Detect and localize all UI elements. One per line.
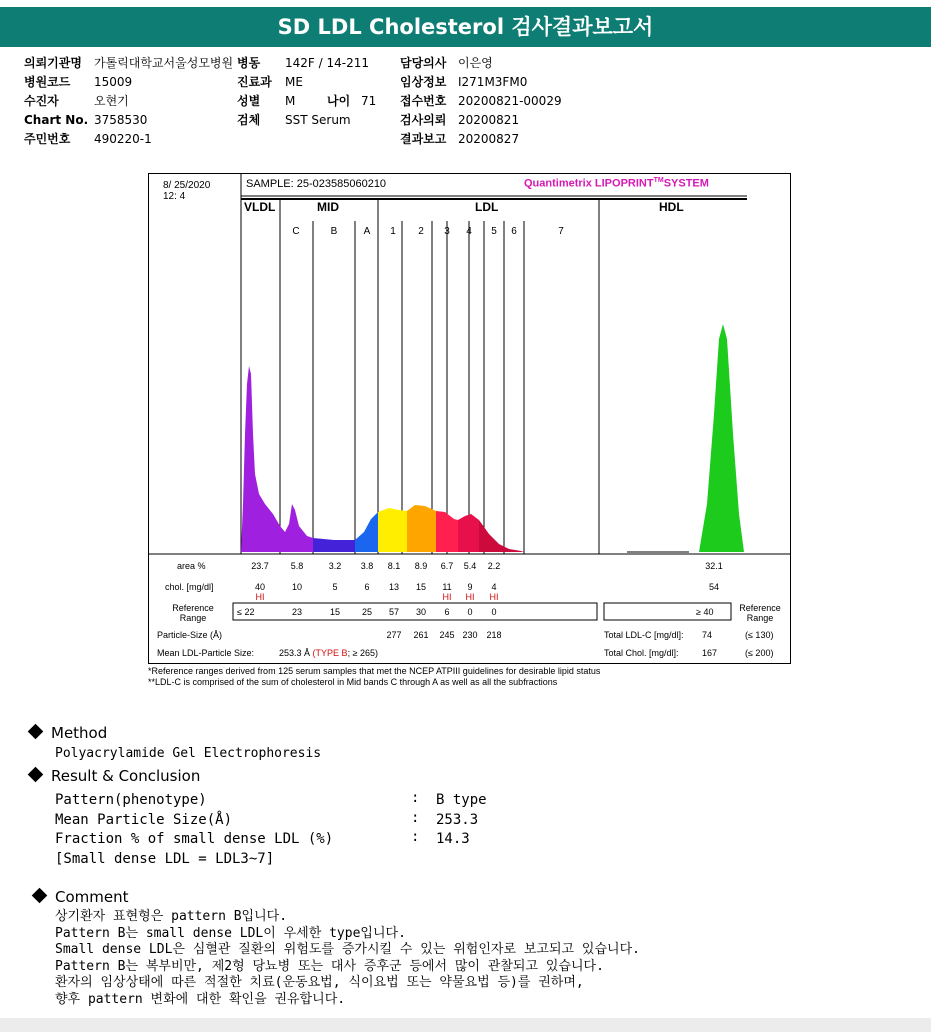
result-sep: : <box>411 790 420 806</box>
chol-value: 4 <box>491 582 497 592</box>
group-mid: MID <box>317 200 339 214</box>
mean-particle-value: 253.3 Å (TYPE B; ≥ 265) <box>279 648 379 658</box>
area-value: 2.2 <box>487 561 501 571</box>
result-label: Fraction % of small dense LDL (%) <box>55 831 334 847</box>
figure-sample-id: SAMPLE: 25-023585060210 <box>246 178 387 190</box>
ref-value-hdl: ≥ 40 <box>696 607 714 617</box>
area-value: 3.8 <box>360 561 374 571</box>
info-row-resident-no: 주민번호 490220-1 <box>24 132 152 146</box>
diamond-bullet-icon <box>32 888 48 904</box>
group-vldl: VLDL <box>244 200 276 214</box>
ldl1-peak <box>378 508 407 552</box>
hi-flag: HI <box>442 592 452 602</box>
ref-value: 57 <box>388 607 400 617</box>
band-label: 4 <box>466 226 472 237</box>
particle-row-label: Particle-Size (Å) <box>157 630 223 640</box>
result-label: Mean Particle Size(Å) <box>55 812 233 828</box>
chol-value: 15 <box>415 582 427 592</box>
lipoprint-figure <box>148 173 791 664</box>
particle-value: 218 <box>486 630 502 640</box>
ref-right-label: Reference Range <box>739 603 781 623</box>
comment-line: Pattern B는 복부비만, 제2형 당뇨병 또는 대사 증후군 등에서 많이 관찰되고 있습니다. <box>55 959 604 974</box>
area-value: 23.7 <box>251 561 269 571</box>
method-text: Polyacrylamide Gel Electrophoresis <box>55 746 322 761</box>
result-value: 14.3 <box>436 831 470 847</box>
mid-b-peak <box>313 538 355 552</box>
group-hdl: HDL <box>659 200 684 214</box>
group-ldl: LDL <box>475 200 499 214</box>
area-value: 8.1 <box>387 561 401 571</box>
particle-value: 230 <box>462 630 478 640</box>
ref-value: 30 <box>415 607 427 617</box>
ldl2-peak <box>407 505 436 552</box>
hi-flag: HI <box>255 592 265 602</box>
info-row-specimen: 검체 SST Serum <box>237 113 351 127</box>
info-row-doctor: 담당의사 이은영 <box>400 56 493 70</box>
chol-value: 9 <box>467 582 473 592</box>
ref-value: 6 <box>444 607 450 617</box>
particle-value: 245 <box>439 630 455 640</box>
diamond-bullet-icon <box>28 767 44 783</box>
diamond-bullet-icon <box>28 724 44 740</box>
mean-row-label: Mean LDL-Particle Size: <box>157 648 255 658</box>
area-value: 5.8 <box>290 561 304 571</box>
total-chol-value: 167 <box>702 648 718 658</box>
info-row-institution: 의뢰기관명 가톨릭대학교서울성모병원 <box>24 56 234 70</box>
method-heading: Method <box>30 724 107 742</box>
info-row-clinical-info: 임상정보 I271M3FM0 <box>400 75 528 89</box>
info-row-sex: 성별 M 나이 71 <box>237 94 377 108</box>
area-value: 3.2 <box>328 561 342 571</box>
band-label: 1 <box>390 226 396 237</box>
total-ldl-label: Total LDL-C [mg/dl]: <box>604 630 684 640</box>
comment-line: Small dense LDL은 심혈관 질환의 위험도를 증가시킬 수 있는 위험인자로 보고되고 있습니다. <box>55 942 640 957</box>
ref-value: 15 <box>329 607 341 617</box>
info-row-request-date: 검사의뢰 20200821 <box>400 113 520 127</box>
figure-brand: Quantimetrix LIPOPRINT™SYSTEM <box>524 177 709 190</box>
band-label: 2 <box>418 226 424 237</box>
area-value: 6.7 <box>440 561 454 571</box>
result-sep: : <box>411 810 420 826</box>
area-value-hdl: 32.1 <box>705 561 723 571</box>
info-row-chart-no: Chart No. 3758530 <box>24 113 148 127</box>
info-row-receipt-no: 접수번호 20200821-00029 <box>400 94 562 108</box>
result-sep: : <box>411 829 420 845</box>
ref-value: 25 <box>361 607 373 617</box>
result-note: [Small dense LDL = LDL3~7] <box>55 851 275 867</box>
result-label: Pattern(phenotype) <box>55 792 207 808</box>
ldl4-peak <box>458 514 479 552</box>
band-label: 3 <box>444 226 450 237</box>
comment-line: 환자의 임상상태에 따른 적절한 치료(운동요법, 식이요법 또는 약물요법 등)를 권하며, <box>55 975 584 990</box>
particle-value: 261 <box>413 630 429 640</box>
ref-row-label: Reference Range <box>172 603 214 623</box>
area-value: 5.4 <box>463 561 477 571</box>
band-label: B <box>330 226 338 237</box>
bottom-strip <box>0 1018 931 1032</box>
band-label: 5 <box>491 226 497 237</box>
mid-c-peak <box>280 504 313 552</box>
area-row-label: area % <box>177 561 206 571</box>
ref-value: 0 <box>467 607 473 617</box>
total-chol-ref: (≤ 200) <box>745 648 774 658</box>
result-heading: Result & Conclusion <box>30 767 200 785</box>
comment-line: 상기환자 표현형은 pattern B입니다. <box>55 909 288 924</box>
ref-value: 23 <box>291 607 303 617</box>
comment-line: 향후 pattern 변화에 대한 확인을 권유합니다. <box>55 992 346 1007</box>
info-row-department: 진료과 ME <box>237 75 303 89</box>
area-value: 8.9 <box>414 561 428 571</box>
info-row-ward: 병동 142F / 14-211 <box>237 56 369 70</box>
band-label: A <box>363 226 371 237</box>
comment-heading: Comment <box>34 888 129 906</box>
total-ldl-ref: (≤ 130) <box>745 630 774 640</box>
ldl3-peak <box>436 511 458 552</box>
footnote-reference: *Reference ranges derived from 125 serum samples that met the NCEP ATPIII guidelines for desirable lipid status <box>148 666 601 676</box>
band-label: 6 <box>511 226 517 237</box>
ref-value: 0 <box>491 607 497 617</box>
result-value: B type <box>436 792 487 808</box>
mid-a-peak <box>355 512 378 552</box>
chol-value-hdl: 54 <box>708 582 720 592</box>
chol-value: 5 <box>332 582 338 592</box>
info-row-patient: 수진자 오현기 <box>24 94 129 108</box>
vldl-peak <box>241 366 280 552</box>
chol-value: 6 <box>364 582 370 592</box>
info-row-hospital-code: 병원코드 15009 <box>24 75 133 89</box>
band-label: 7 <box>558 226 564 237</box>
total-chol-label: Total Chol. [mg/dl]: <box>604 648 679 658</box>
info-col-1 <box>24 54 233 149</box>
hi-flag: HI <box>465 592 475 602</box>
chol-row-label: chol. [mg/dl] <box>165 582 214 592</box>
chol-value: 10 <box>291 582 303 592</box>
figure-date: 8/ 25/2020 12: 4 <box>163 180 211 202</box>
report-title: SD LDL Cholesterol 검사결과보고서 <box>0 7 931 47</box>
hi-flag: HI <box>489 592 499 602</box>
footnote-ldl-c: **LDL-C is comprised of the sum of cholesterol in Mid bands C through A as well as all the subfractions <box>148 677 558 687</box>
particle-value: 277 <box>386 630 402 640</box>
chol-value: 40 <box>254 582 266 592</box>
total-ldl-value: 74 <box>702 630 713 640</box>
result-value: 253.3 <box>436 812 479 828</box>
hdl-peak <box>699 324 744 552</box>
band-label: C <box>292 226 300 237</box>
info-col-3 <box>400 54 562 149</box>
chol-value: 13 <box>388 582 400 592</box>
info-row-report-date: 결과보고 20200827 <box>400 132 520 146</box>
info-col-2 <box>237 54 376 130</box>
ref-value: ≤ 22 <box>237 607 255 617</box>
comment-line: Pattern B는 small dense LDL이 우세한 type입니다. <box>55 926 406 941</box>
ldl5-peak <box>479 520 524 552</box>
chol-value: 11 <box>442 582 452 592</box>
